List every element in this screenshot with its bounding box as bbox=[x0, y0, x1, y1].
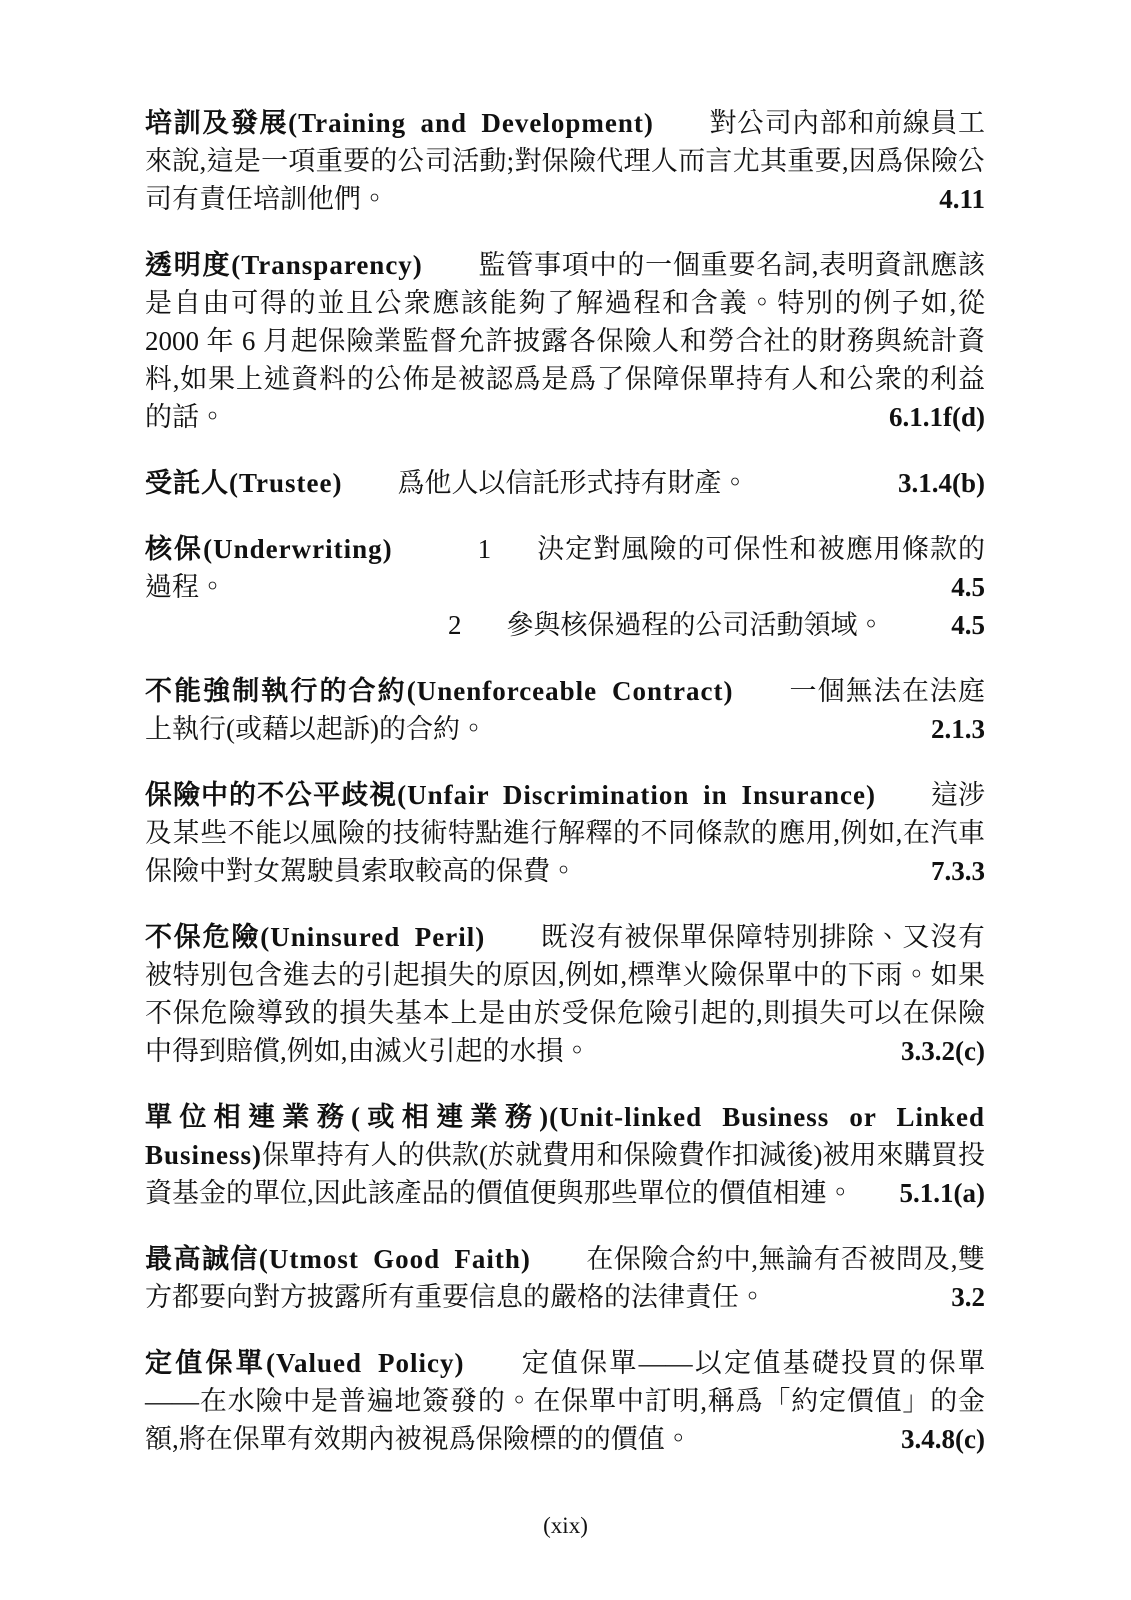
definition-text: 定值保單——以定值基礎投買的保單——在水險中是普遍地簽發的。在保單中訂明,稱爲「約定價值」的金額,將在保單有效期內被視爲保險標的的價值。 bbox=[145, 1348, 986, 1454]
term-zh: 保險中的不公平歧視 bbox=[145, 780, 398, 810]
glossary-entry-valued-policy bbox=[145, 1344, 985, 1458]
section-ref: 3.2 bbox=[951, 1278, 985, 1316]
glossary-entry-unfair-discrimination bbox=[145, 776, 985, 890]
term-zh: 受託人 bbox=[145, 468, 229, 498]
glossary-entry-unit-linked-business bbox=[145, 1098, 985, 1212]
section-ref: 4.11 bbox=[939, 180, 985, 218]
definition-text: 爲他人以信託形式持有財產。 bbox=[397, 468, 749, 498]
term-zh: 定值保單 bbox=[145, 1348, 266, 1378]
definition-text: 決定對風險的可保性和被應用條款的過程。 bbox=[145, 534, 986, 602]
term-en: (Utmost Good Faith) bbox=[258, 1244, 531, 1274]
term-en: (Unit-linked Business or Linked Business) bbox=[145, 1102, 985, 1170]
glossary-entry-trustee bbox=[145, 464, 985, 502]
definition-text: 在保險合約中,無論有否被問及,雙方都要向對方披露所有重要信息的嚴格的法律責任。 bbox=[145, 1244, 986, 1312]
glossary-content bbox=[145, 104, 985, 1486]
definition-text: 一個無法在法庭上執行(或藉以起訴)的合約。 bbox=[145, 676, 985, 744]
term-zh: 培訓及發展 bbox=[145, 108, 289, 138]
glossary-entry-utmost-good-faith bbox=[145, 1240, 985, 1316]
term-zh: 不保危險 bbox=[145, 922, 261, 952]
term-zh: 核保 bbox=[145, 534, 204, 564]
section-ref: 3.3.2(c) bbox=[901, 1032, 985, 1070]
glossary-entry-unenforceable-contract bbox=[145, 672, 985, 748]
term-en: (Uninsured Peril) bbox=[260, 922, 486, 952]
term-en: (Trustee) bbox=[229, 468, 343, 498]
term-zh: 不能強制執行的合約 bbox=[145, 676, 407, 706]
term-en: (Transparency) bbox=[231, 250, 423, 280]
term-en: (Unenforceable Contract) bbox=[406, 676, 734, 706]
term-en: (Unfair Discrimination in Insurance) bbox=[397, 780, 876, 810]
page-number: (xix) bbox=[543, 1513, 588, 1538]
definition-text: 監管事項中的一個重要名詞,表明資訊應該是自由可得的並且公衆應該能夠了解過程和含義。特別的例子如,從 2000 年 6 月起保險業監督允許披露各保險人和勞合社的財務與統計資料,如果上述資料的公佈是被認爲是爲了保障保單持有人和公衆的利益的話。 bbox=[145, 250, 986, 432]
term-en: (Valued Policy) bbox=[265, 1348, 465, 1378]
item-number: 2 bbox=[448, 610, 462, 640]
term-zh: 透明度 bbox=[145, 250, 232, 280]
glossary-entry-uninsured-peril bbox=[145, 918, 985, 1070]
definition-text: 保單持有人的供款(於就費用和保險費作扣減後)被用來購買投資基金的單位,因此該產品的價值便與那些單位的價值相連。 bbox=[145, 1140, 985, 1208]
section-ref: 4.5 bbox=[951, 606, 985, 644]
glossary-entry-transparency bbox=[145, 246, 985, 436]
section-ref: 2.1.3 bbox=[931, 710, 985, 748]
glossary-entry-training-and-development bbox=[145, 104, 985, 218]
term-zh: 單位相連業務(或相連業務) bbox=[145, 1102, 550, 1132]
section-ref: 7.3.3 bbox=[931, 852, 985, 890]
section-ref: 3.1.4(b) bbox=[898, 464, 985, 502]
term-zh: 最高誠信 bbox=[145, 1244, 259, 1274]
glossary-entry-underwriting bbox=[145, 530, 985, 644]
definition-text: 對公司內部和前線員工來說,這是一項重要的公司活動;對保險代理人而言尤其重要,因爲保險公司有責任培訓他們。 bbox=[145, 108, 986, 214]
definition-text: 參與核保過程的公司活動領域。 bbox=[506, 610, 885, 640]
definition-text: 這涉及某些不能以風險的技術特點進行解釋的不同條款的應用,例如,在汽車保險中對女駕駛員索取較高的保費。 bbox=[145, 780, 986, 886]
section-ref: 3.4.8(c) bbox=[901, 1420, 985, 1458]
section-ref: 6.1.1f(d) bbox=[889, 398, 985, 436]
underwriting-item-2 bbox=[448, 606, 985, 644]
term-en: (Underwriting) bbox=[203, 534, 393, 564]
section-ref: 5.1.1(a) bbox=[900, 1174, 985, 1212]
section-ref: 4.5 bbox=[951, 568, 985, 606]
item-number: 1 bbox=[477, 534, 492, 564]
underwriting-item-1 bbox=[145, 530, 985, 606]
term-en: (Training and Development) bbox=[288, 108, 654, 138]
definition-text: 既沒有被保單保障特別排除、又沒有被特別包含進去的引起損失的原因,例如,標準火險保單中的下雨。如果不保危險導致的損失基本上是由於受保危險引起的,則損失可以在保險中得到賠償,例如,由滅火引起的水損。 bbox=[145, 922, 986, 1066]
